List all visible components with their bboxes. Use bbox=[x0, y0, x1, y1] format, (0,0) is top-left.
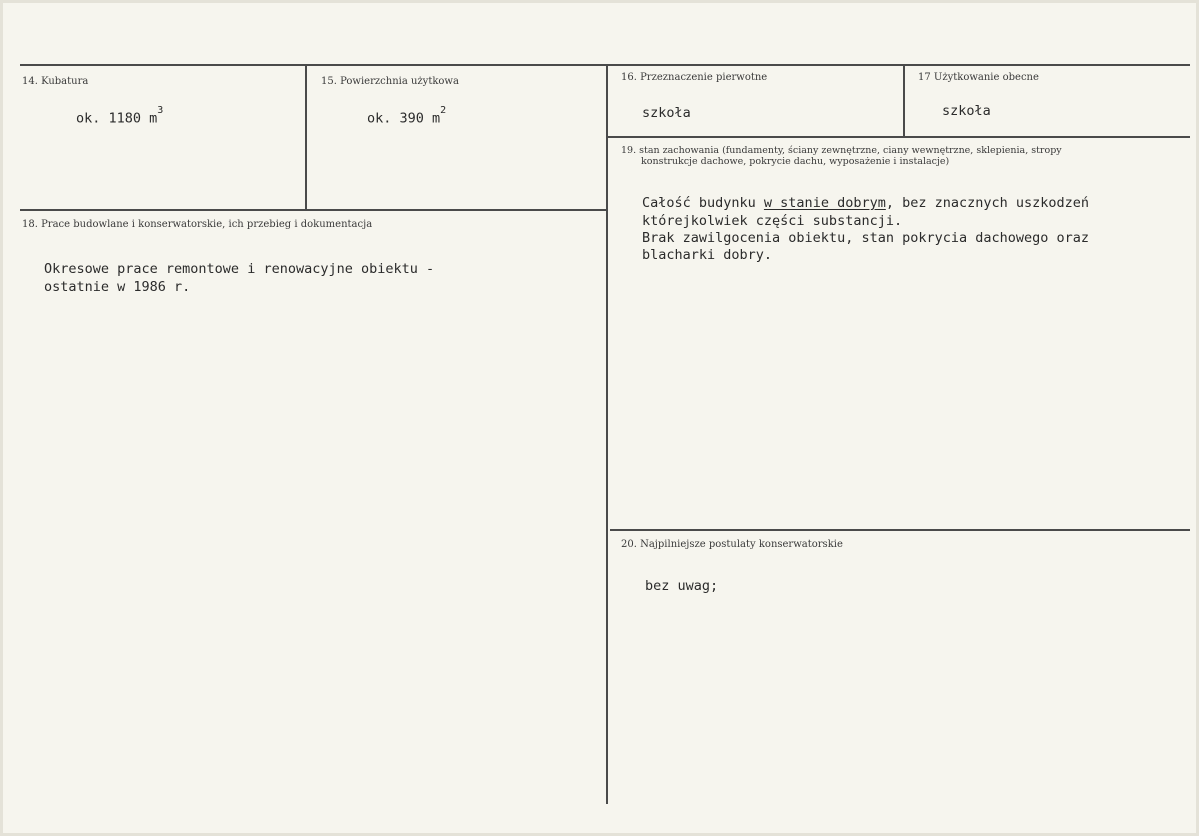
field-15-value-text: ok. 390 m bbox=[367, 110, 441, 127]
field-19-line-1-end: , bez znacznych uszkodzeń bbox=[885, 195, 1090, 211]
field-15-value bbox=[367, 106, 446, 128]
field-19-line-1-start: Całość budynku bbox=[642, 195, 764, 211]
field-19-underlined-phrase: w stanie dobrym bbox=[763, 195, 886, 211]
field-18-line-2: ostatnie w 1986 r. bbox=[44, 279, 191, 295]
field-15-label: 15. Powierzchnia użytkowa bbox=[321, 76, 459, 87]
top-border-line bbox=[20, 64, 1190, 66]
divider-14-15 bbox=[305, 66, 307, 210]
divider-16-17 bbox=[903, 66, 905, 136]
field-19-line-1 bbox=[642, 194, 1089, 212]
line-under-14-15 bbox=[20, 209, 606, 211]
field-15-unit-exponent: 2 bbox=[440, 105, 447, 116]
field-19-label-line-1: 19. stan zachowania (fundamenty, ściany zewnętrzne, ciany wewnętrzne, sklepienia, stropy bbox=[621, 145, 1062, 156]
field-19-line-4: blacharki dobry. bbox=[642, 247, 773, 263]
field-19-line-2: którejkolwiek części substancji. bbox=[642, 213, 903, 229]
field-16-value: szkoła bbox=[642, 105, 691, 121]
field-19-line-3: Brak zawilgocenia obiektu, stan pokrycia dachowego oraz bbox=[642, 230, 1090, 246]
field-14-value-text: ok. 1180 m bbox=[76, 110, 158, 127]
field-20-value: bez uwag; bbox=[645, 578, 719, 594]
line-under-16-17 bbox=[606, 136, 1190, 138]
center-divider bbox=[606, 66, 608, 804]
field-18-label: 18. Prace budowlane i konserwatorskie, ich przebieg i dokumentacja bbox=[22, 219, 373, 230]
field-17-label: 17 Użytkowanie obecne bbox=[918, 72, 1039, 83]
field-16-label: 16. Przeznaczenie pierwotne bbox=[621, 72, 768, 83]
field-14-value bbox=[76, 106, 163, 128]
field-14-unit-exponent: 3 bbox=[157, 105, 164, 116]
line-above-20 bbox=[610, 529, 1190, 531]
field-19-label-line-2: konstrukcje dachowe, pokrycie dachu, wyposażenie i instalacje) bbox=[641, 156, 950, 167]
field-20-label: 20. Najpilniejsze postulaty konserwatorskie bbox=[621, 539, 843, 550]
field-17-value: szkoła bbox=[942, 103, 991, 119]
field-14-label: 14. Kubatura bbox=[22, 76, 89, 87]
field-18-line-1: Okresowe prace remontowe i renowacyjne obiektu - bbox=[44, 261, 435, 277]
